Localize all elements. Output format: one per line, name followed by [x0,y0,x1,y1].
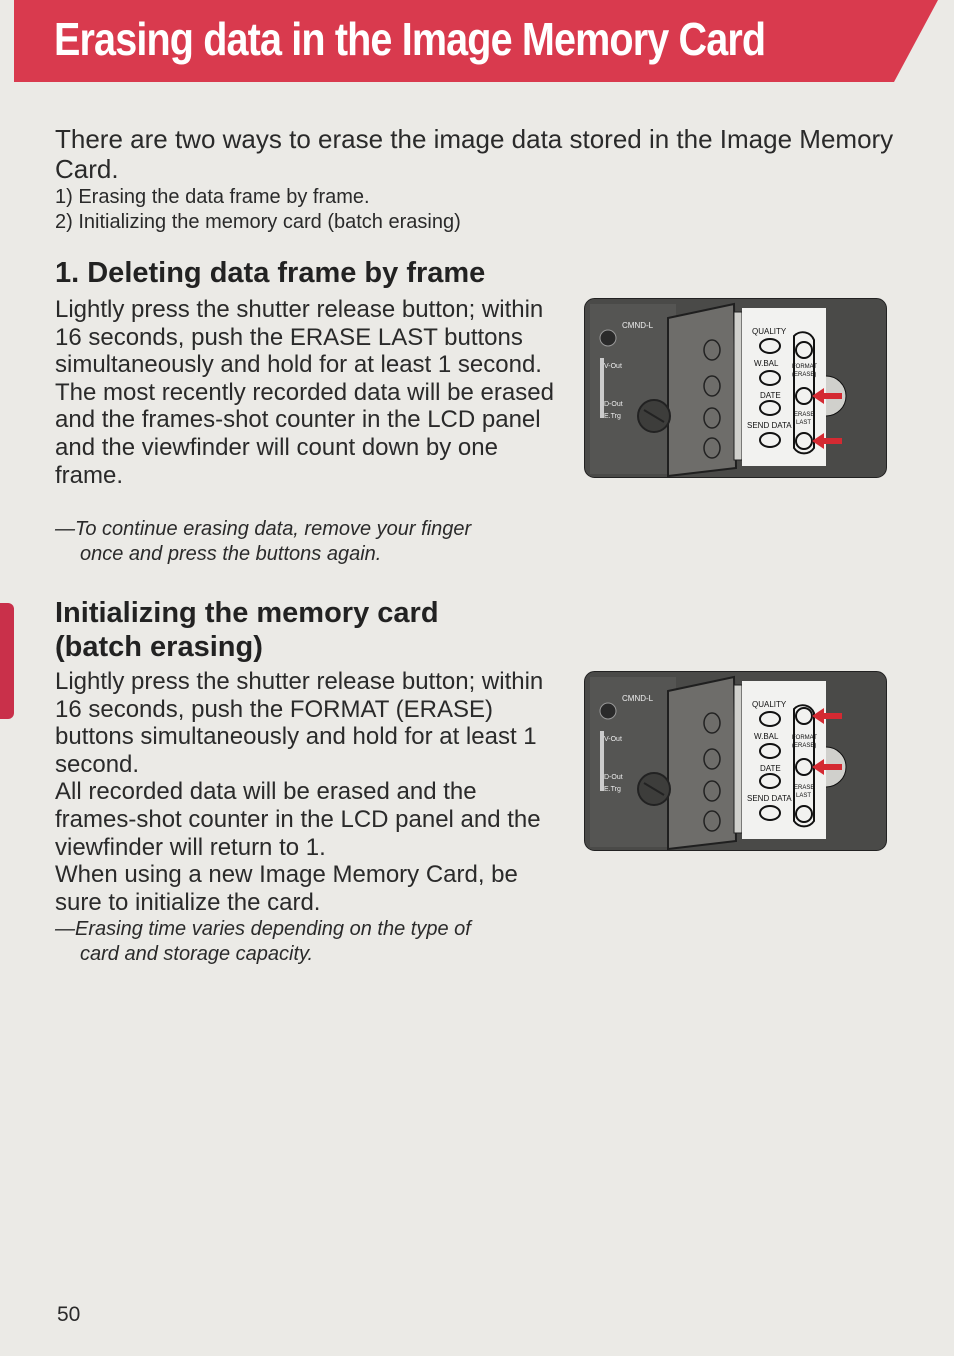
label-last: LAST [796,420,812,426]
label-etrg: E.Trg [604,786,621,793]
section-tab-marker [0,603,14,719]
label-send-data: SEND DATA [747,794,792,803]
label-quality: QUALITY [752,700,787,709]
page-title: Erasing data in the Image Memory Card [54,13,766,65]
note-line: —To continue erasing data, remove your finger [55,518,472,540]
label-send-data: SEND DATA [747,421,792,430]
note-line: card and storage capacity. [80,943,314,965]
label-etrg: E.Trg [604,413,621,420]
label-vout: V-Out [604,363,622,370]
paragraph: When using a new Image Memory Card, be sure to initialize the card. [55,861,518,916]
title-banner [14,0,938,82]
section1-heading: 1. Deleting data frame by frame [55,257,486,289]
heading-line: Initializing the memory card [55,597,439,629]
camera-buttons-illustration-format [584,671,887,851]
section1-body [55,296,555,489]
label-erase-paren: (ERASE) [792,743,817,749]
section1-note [55,517,565,567]
label-dout: D-Out [604,774,623,781]
label-cmnd: CMND-L [622,321,654,330]
label-erase: ERASE [794,785,815,791]
erase-methods-list [55,185,461,235]
label-last: LAST [796,793,812,799]
label-date: DATE [760,764,781,773]
heading-line: (batch erasing) [55,631,263,663]
camera-panel-diagram [584,298,887,478]
label-format: FORMAT [792,735,817,741]
label-erase: ERASE [794,412,815,418]
camera-buttons-illustration-erase-last [584,298,887,478]
label-vout: V-Out [604,736,622,743]
paragraph: Lightly press the shutter release button; within 16 seconds, push the ERASE LAST buttons simultaneously and hold for at least 1 second. [55,296,544,379]
list-item: 1) Erasing the data frame by frame. [55,186,370,208]
label-erase-paren: (ERASE) [792,372,817,378]
label-dout: D-Out [604,401,623,408]
paragraph: The most recently recorded data will be erased and the frames-shot counter in the LCD panel and the viewfinder will count down by one frame. [55,378,554,489]
label-date: DATE [760,391,781,400]
label-wbal: W.BAL [754,359,779,368]
label-quality: QUALITY [752,327,787,336]
label-wbal: W.BAL [754,732,779,741]
label-format: FORMAT [792,364,817,370]
paragraph: Lightly press the shutter release button; within 16 seconds, push the FORMAT (ERASE) buttons simultaneously and hold for at least 1 second. [55,668,544,778]
label-cmnd: CMND-L [622,694,654,703]
paragraph: All recorded data will be erased and the frames-shot counter in the LCD panel and the viewfinder will return to 1. [55,778,541,861]
page-number: 50 [57,1303,81,1326]
section2-body [55,668,555,916]
note-line: once and press the buttons again. [80,543,382,565]
section2-heading [55,596,439,664]
section2-note [55,917,565,967]
camera-panel-diagram [584,671,887,851]
intro-text: There are two ways to erase the image data stored in the Image Memory Card. [55,124,894,184]
note-line: —Erasing time varies depending on the type of [55,918,471,940]
list-item: 2) Initializing the memory card (batch erasing) [55,211,461,233]
